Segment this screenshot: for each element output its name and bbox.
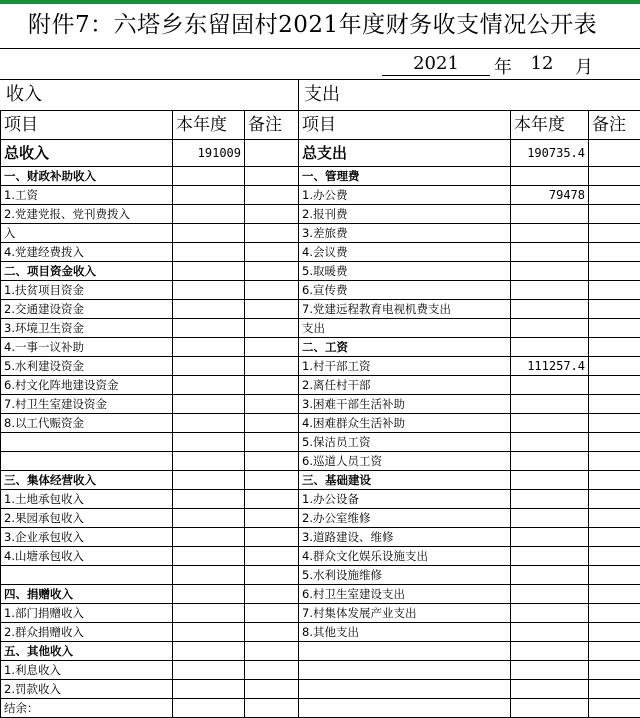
expense-item-cell: 5.保洁员工资 xyxy=(299,433,511,452)
income-item-cell: 总收入 xyxy=(1,140,173,167)
expense-note-cell xyxy=(589,604,640,623)
date-year: 2021 xyxy=(382,53,490,76)
income-item-cell: 三、集体经营收入 xyxy=(1,471,173,490)
expense-amount-cell xyxy=(511,604,589,623)
expense-note-cell xyxy=(589,661,640,680)
expense-amount-cell xyxy=(511,338,589,357)
income-amount-cell xyxy=(173,566,245,585)
income-amount-cell xyxy=(173,509,245,528)
income-note-cell xyxy=(245,623,299,642)
income-item-cell: 4.一事一议补助 xyxy=(1,338,173,357)
income-amount-cell xyxy=(173,224,245,243)
income-amount-cell xyxy=(173,471,245,490)
income-note-cell xyxy=(245,319,299,338)
income-amount-cell xyxy=(173,300,245,319)
expense-item-cell: 6.巡道人员工资 xyxy=(299,452,511,471)
expense-item-cell: 6.村卫生室建设支出 xyxy=(299,585,511,604)
income-note-cell xyxy=(245,490,299,509)
section-divider xyxy=(298,80,299,110)
income-amount-cell xyxy=(173,167,245,186)
income-amount-cell xyxy=(173,452,245,471)
expense-amount-cell xyxy=(511,281,589,300)
date-month: 12 xyxy=(522,53,562,74)
income-note-cell xyxy=(245,357,299,376)
income-note-cell xyxy=(245,281,299,300)
expense-item-cell: 7.党建远程教育电视机费支出 xyxy=(299,300,511,319)
expense-amount-cell xyxy=(511,300,589,319)
income-amount-cell: 191009 xyxy=(173,140,245,167)
income-amount-cell xyxy=(173,414,245,433)
table-row xyxy=(1,528,640,547)
expense-note-cell xyxy=(589,338,640,357)
table-row xyxy=(1,414,640,433)
expense-item-cell xyxy=(299,699,511,718)
expense-amount-cell xyxy=(511,661,589,680)
expense-item-cell: 总支出 xyxy=(299,140,511,167)
income-amount-cell xyxy=(173,376,245,395)
expense-item-cell: 三、基础建设 xyxy=(299,471,511,490)
expense-amount-cell: 111257.4 xyxy=(511,357,589,376)
expense-amount-cell xyxy=(511,585,589,604)
expense-note-cell xyxy=(589,395,640,414)
income-item-cell xyxy=(1,566,173,585)
expense-amount-cell: 79478 xyxy=(511,186,589,205)
table-row xyxy=(1,300,640,319)
income-item-cell: 4.党建经费拨入 xyxy=(1,243,173,262)
expense-note-cell xyxy=(589,433,640,452)
table-row xyxy=(1,167,640,186)
income-amount-header: 本年度 xyxy=(173,111,245,140)
income-item-cell: 3.环境卫生资金 xyxy=(1,319,173,338)
expense-amount-cell xyxy=(511,414,589,433)
expense-item-cell: 1.办公费 xyxy=(299,186,511,205)
table-row xyxy=(1,490,640,509)
expense-note-cell xyxy=(589,414,640,433)
income-item-cell: 结余： xyxy=(1,699,173,718)
expense-amount-cell xyxy=(511,642,589,661)
expense-item-cell: 4.群众文化娱乐设施支出 xyxy=(299,547,511,566)
expense-amount-header: 本年度 xyxy=(511,111,589,140)
income-item-cell: 五、其他收入 xyxy=(1,642,173,661)
expense-amount-cell xyxy=(511,528,589,547)
expense-item-cell: 2.离任村干部 xyxy=(299,376,511,395)
income-amount-cell xyxy=(173,604,245,623)
table-row xyxy=(1,547,640,566)
income-note-cell xyxy=(245,243,299,262)
table-row xyxy=(1,395,640,414)
income-item-cell: 1.土地承包收入 xyxy=(1,490,173,509)
income-note-cell xyxy=(245,224,299,243)
table-row xyxy=(1,281,640,300)
expense-item-cell: 6.宣传费 xyxy=(299,281,511,300)
income-amount-cell xyxy=(173,623,245,642)
expense-item-cell xyxy=(299,680,511,699)
table-row xyxy=(1,471,640,490)
income-note-cell xyxy=(245,547,299,566)
table-row xyxy=(1,224,640,243)
income-amount-cell xyxy=(173,547,245,566)
page-title: 附件7：六塔乡东留固村2021年度财务收支情况公开表 xyxy=(0,0,640,46)
income-amount-cell xyxy=(173,319,245,338)
income-amount-cell xyxy=(173,357,245,376)
date-line xyxy=(0,48,640,80)
expense-note-cell xyxy=(589,566,640,585)
table-row xyxy=(1,376,640,395)
expense-note-cell xyxy=(589,319,640,338)
expense-section-header: 支出 xyxy=(304,80,340,110)
income-item-cell: 7.村卫生室建设资金 xyxy=(1,395,173,414)
expense-item-cell xyxy=(299,661,511,680)
income-item-cell: 8.以工代赈资金 xyxy=(1,414,173,433)
expense-amount-cell xyxy=(511,680,589,699)
income-note-cell xyxy=(245,566,299,585)
income-note-cell xyxy=(245,471,299,490)
table-row xyxy=(1,699,640,718)
income-item-cell: 1.利息收入 xyxy=(1,661,173,680)
expense-note-cell xyxy=(589,585,640,604)
expense-note-cell xyxy=(589,300,640,319)
table-row xyxy=(1,319,640,338)
expense-item-header: 项目 xyxy=(299,111,511,140)
table-row xyxy=(1,452,640,471)
expense-note-cell xyxy=(589,623,640,642)
expense-note-header: 备注 xyxy=(589,111,640,140)
table-row xyxy=(1,509,640,528)
expense-amount-cell xyxy=(511,452,589,471)
expense-note-cell xyxy=(589,528,640,547)
expense-amount-cell xyxy=(511,547,589,566)
income-note-cell xyxy=(245,699,299,718)
date-year-label: 年 xyxy=(494,53,512,79)
table-row xyxy=(1,262,640,281)
expense-amount-cell xyxy=(511,509,589,528)
table-row xyxy=(1,623,640,642)
income-amount-cell xyxy=(173,338,245,357)
expense-note-cell xyxy=(589,262,640,281)
income-amount-cell xyxy=(173,528,245,547)
expense-amount-cell xyxy=(511,433,589,452)
expense-amount-cell xyxy=(511,262,589,281)
column-header-row xyxy=(1,111,640,140)
table-row xyxy=(1,642,640,661)
income-amount-cell xyxy=(173,585,245,604)
income-note-header: 备注 xyxy=(245,111,299,140)
income-note-cell xyxy=(245,528,299,547)
expense-amount-cell xyxy=(511,224,589,243)
table-row xyxy=(1,243,640,262)
expense-note-cell xyxy=(589,509,640,528)
income-amount-cell xyxy=(173,205,245,224)
income-note-cell xyxy=(245,205,299,224)
expense-amount-cell xyxy=(511,243,589,262)
income-note-cell xyxy=(245,452,299,471)
income-item-cell: 四、捐赠收入 xyxy=(1,585,173,604)
table-row xyxy=(1,205,640,224)
income-note-cell xyxy=(245,642,299,661)
expense-item-cell: 4.会议费 xyxy=(299,243,511,262)
table-row xyxy=(1,604,640,623)
expense-amount-cell xyxy=(511,205,589,224)
expense-item-cell: 2.报刊费 xyxy=(299,205,511,224)
table-row xyxy=(1,585,640,604)
expense-note-cell xyxy=(589,224,640,243)
income-item-cell: 4.山塘承包收入 xyxy=(1,547,173,566)
income-note-cell xyxy=(245,414,299,433)
income-amount-cell xyxy=(173,699,245,718)
income-note-cell xyxy=(245,186,299,205)
income-amount-cell xyxy=(173,490,245,509)
income-amount-cell xyxy=(173,186,245,205)
table-row xyxy=(1,566,640,585)
income-note-cell xyxy=(245,376,299,395)
income-item-cell: 入 xyxy=(1,224,173,243)
income-amount-cell xyxy=(173,262,245,281)
expense-item-cell: 二、工资 xyxy=(299,338,511,357)
income-item-cell: 1.扶贫项目资金 xyxy=(1,281,173,300)
expense-amount-cell xyxy=(511,623,589,642)
expense-item-cell: 1.办公设备 xyxy=(299,490,511,509)
income-amount-cell xyxy=(173,395,245,414)
expense-note-cell xyxy=(589,642,640,661)
table-row xyxy=(1,338,640,357)
income-item-header: 项目 xyxy=(1,111,173,140)
expense-note-cell xyxy=(589,376,640,395)
income-note-cell xyxy=(245,395,299,414)
table-row xyxy=(1,680,640,699)
expense-note-cell xyxy=(589,357,640,376)
expense-note-cell xyxy=(589,680,640,699)
expense-note-cell xyxy=(589,186,640,205)
income-section-header: 收入 xyxy=(6,80,42,110)
table-row xyxy=(1,357,640,376)
expense-note-cell xyxy=(589,140,640,167)
expense-note-cell xyxy=(589,547,640,566)
expense-amount-cell xyxy=(511,699,589,718)
income-item-cell: 1.部门捐赠收入 xyxy=(1,604,173,623)
expense-item-cell: 支出 xyxy=(299,319,511,338)
expense-amount-cell xyxy=(511,471,589,490)
income-note-cell xyxy=(245,585,299,604)
income-item-cell: 5.水利建设资金 xyxy=(1,357,173,376)
income-item-cell: 3.企业承包收入 xyxy=(1,528,173,547)
expense-note-cell xyxy=(589,699,640,718)
expense-note-cell xyxy=(589,452,640,471)
expense-item-cell: 5.取暖费 xyxy=(299,262,511,281)
income-item-cell: 一、财政补助收入 xyxy=(1,167,173,186)
income-item-cell: 1.工资 xyxy=(1,186,173,205)
expense-item-cell: 1.村干部工资 xyxy=(299,357,511,376)
expense-item-cell xyxy=(299,642,511,661)
expense-amount-cell xyxy=(511,395,589,414)
income-item-cell: 6.村文化阵地建设资金 xyxy=(1,376,173,395)
expense-item-cell: 4.困难群众生活补助 xyxy=(299,414,511,433)
income-note-cell xyxy=(245,338,299,357)
expense-item-cell: 3.道路建设、维修 xyxy=(299,528,511,547)
income-note-cell xyxy=(245,680,299,699)
date-month-label: 月 xyxy=(575,53,593,79)
income-note-cell xyxy=(245,167,299,186)
expense-note-cell xyxy=(589,471,640,490)
income-item-cell xyxy=(1,433,173,452)
expense-note-cell xyxy=(589,243,640,262)
expense-item-cell: 7.村集体发展产业支出 xyxy=(299,604,511,623)
table-row xyxy=(1,661,640,680)
income-item-cell: 2.交通建设资金 xyxy=(1,300,173,319)
income-note-cell xyxy=(245,300,299,319)
expense-note-cell xyxy=(589,490,640,509)
income-note-cell xyxy=(245,433,299,452)
finance-table xyxy=(0,110,640,718)
income-note-cell xyxy=(245,140,299,167)
expense-item-cell: 5.水利设施维修 xyxy=(299,566,511,585)
income-item-cell: 2.群众捐赠收入 xyxy=(1,623,173,642)
expense-amount-cell xyxy=(511,319,589,338)
income-item-cell: 2.党建党报、党刊费拨入 xyxy=(1,205,173,224)
income-amount-cell xyxy=(173,642,245,661)
income-amount-cell xyxy=(173,433,245,452)
expense-amount-cell xyxy=(511,566,589,585)
expense-note-cell xyxy=(589,205,640,224)
expense-amount-cell xyxy=(511,490,589,509)
expense-note-cell xyxy=(589,281,640,300)
income-amount-cell xyxy=(173,243,245,262)
income-amount-cell xyxy=(173,281,245,300)
expense-item-cell: 2.办公室维修 xyxy=(299,509,511,528)
table-row xyxy=(1,186,640,205)
expense-amount-cell xyxy=(511,376,589,395)
income-note-cell xyxy=(245,661,299,680)
income-amount-cell xyxy=(173,661,245,680)
expense-note-cell xyxy=(589,167,640,186)
expense-item-cell: 3.困难干部生活补助 xyxy=(299,395,511,414)
income-item-cell: 2.罚款收入 xyxy=(1,680,173,699)
expense-item-cell: 一、管理费 xyxy=(299,167,511,186)
table-row xyxy=(1,433,640,452)
income-item-cell xyxy=(1,452,173,471)
expense-item-cell: 3.差旅费 xyxy=(299,224,511,243)
income-item-cell: 二、项目资金收入 xyxy=(1,262,173,281)
income-note-cell xyxy=(245,509,299,528)
income-amount-cell xyxy=(173,680,245,699)
expense-amount-cell xyxy=(511,167,589,186)
expense-amount-cell: 190735.4 xyxy=(511,140,589,167)
income-note-cell xyxy=(245,262,299,281)
income-note-cell xyxy=(245,604,299,623)
table-row xyxy=(1,140,640,167)
expense-item-cell: 8.其他支出 xyxy=(299,623,511,642)
income-item-cell: 2.果园承包收入 xyxy=(1,509,173,528)
